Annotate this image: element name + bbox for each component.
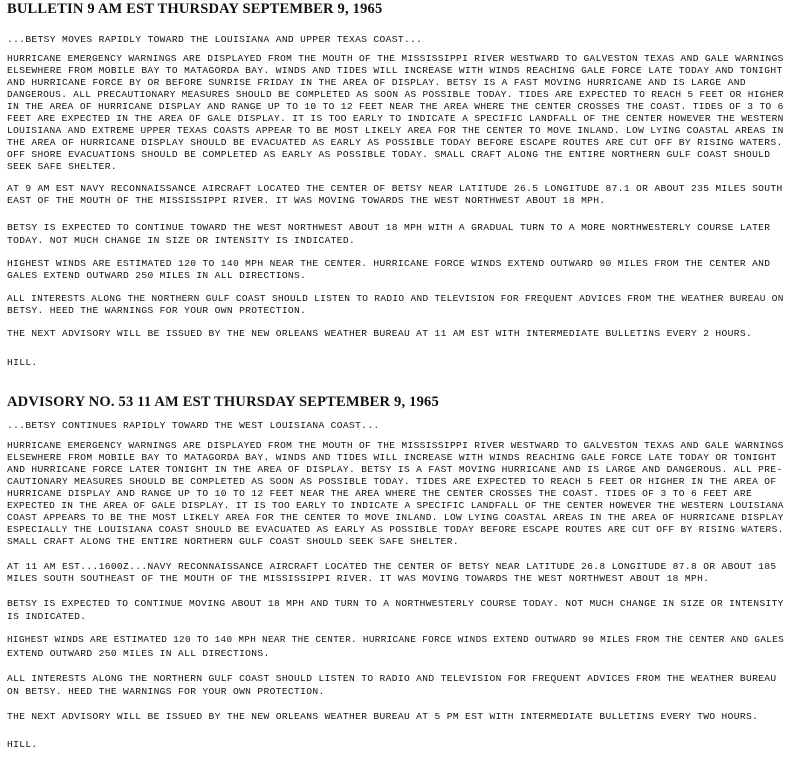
advisory-warning-line: COAST APPEARS TO BE THE MOST LIKELY AREA FOR THE CENTER TO MOVE INLAND. LOW LYING COASTAL AREAS IN THE AREA OF HURRICANE DISPLAY [7,512,784,523]
advisory-warning-line: SMALL CRAFT ALONG THE ENTIRE NORTHERN GULF COAST SHOULD SEEK SAFE SHELTER. [7,536,459,547]
advisory-warning-line: HURRICANE DISPLAY AND RANGE UP TO 10 TO 12 FEET NEAR THE AREA WHERE THE CENTER CROSSES THE COAST. TIDES OF 3 TO 6 FEET ARE [7,488,753,499]
advisory-winds-line: EXTEND OUTWARD 250 MILES IN ALL DIRECTIONS. [7,648,270,659]
advisory-forecast-line: BETSY IS EXPECTED TO CONTINUE MOVING ABOUT 18 MPH AND TURN TO A NORTHWESTERLY COURSE TODAY. NOT MUCH CHANGE IN SIZE OR INTENSITY [7,598,784,609]
advisory-warning-line: EXPECTED IN THE AREA OF GALE DISPLAY. IT IS TOO EARLY TO INDICATE A SPECIFIC LANDFALL OF THE CENTER HOWEVER THE WESTERN LOUISIANA [7,500,784,511]
bulletin-heading: BULLETIN 9 AM EST THURSDAY SEPTEMBER 9, 1965 [7,1,383,17]
advisory-forecast-line: IS INDICATED. [7,611,87,622]
advisory-warning-line: CAUTIONARY MEASURES SHOULD BE COMPLETED AS SOON AS POSSIBLE TODAY. TIDES ARE EXPECTED TO REACH 5 FEET OR HIGHER IN THE AREA OF [7,476,777,487]
advisory-winds-line: HIGHEST WINDS ARE ESTIMATED 120 TO 140 MPH NEAR THE CENTER. HURRICANE FORCE WINDS EXTEND OUTWARD 90 MILES FROM THE CENTER AND GALES [7,634,785,645]
bulletin-interests-line: BETSY. HEED THE WARNINGS FOR YOUR OWN PROTECTION. [7,305,307,316]
bulletin-next-advisory: THE NEXT ADVISORY WILL BE ISSUED BY THE NEW ORLEANS WEATHER BUREAU AT 11 AM EST WITH INTERMEDIATE BULLETINS EVERY 2 HOURS. [7,328,753,339]
bulletin-position-line: AT 9 AM EST NAVY RECONNAISSANCE AIRCRAFT LOCATED THE CENTER OF BETSY NEAR LATITUDE 26.5 LONGITUDE 87.1 OR ABOUT 235 MILES SOUTH [7,183,783,194]
bulletin-position-line: EAST OF THE MOUTH OF THE MISSISSIPPI RIVER. IT WAS MOVING TOWARDS THE WEST NORTHWEST ABOUT 18 MPH. [7,195,606,206]
bulletin-warning-line: IN THE AREA OF HURRICANE DISPLAY AND RANGE UP TO 10 TO 12 FEET NEAR THE AREA WHERE THE CENTER CROSSES THE COAST. TIDES OF 3 TO 6 [7,101,784,112]
advisory-next-advisory: THE NEXT ADVISORY WILL BE ISSUED BY THE NEW ORLEANS WEATHER BUREAU AT 5 PM EST WITH INTERMEDIATE BULLETINS EVERY TWO HOURS. [7,711,759,722]
bulletin-warning-line: THE AREA OF HURRICANE DISPLAY SHOULD BE EVACUATED AS EARLY AS POSSIBLE TODAY BEFORE ESCAPE ROUTES ARE CUT OFF BY RISING WATERS. [7,137,783,148]
advisory-summary: ...BETSY CONTINUES RAPIDLY TOWARD THE WEST LOUISIANA COAST... [7,420,380,431]
bulletin-interests-line: ALL INTERESTS ALONG THE NORTHERN GULF COAST SHOULD LISTEN TO RADIO AND TELEVISION FOR FREQUENT ADVICES FROM THE WEATHER BUREAU ON [7,293,784,304]
bulletin-forecast-line: TODAY. NOT MUCH CHANGE IN SIZE OR INTENSITY IS INDICATED. [7,235,356,246]
bulletin-summary: ...BETSY MOVES RAPIDLY TOWARD THE LOUISIANA AND UPPER TEXAS COAST... [7,34,423,45]
bulletin-winds-line: HIGHEST WINDS ARE ESTIMATED 120 TO 140 MPH NEAR THE CENTER. HURRICANE FORCE WINDS EXTEND OUTWARD 90 MILES FROM THE CENTER AND [7,258,771,269]
advisory-position-line: AT 11 AM EST...1600Z...NAVY RECONNAISSANCE AIRCRAFT LOCATED THE CENTER OF BETSY NEAR LATITUDE 26.8 LONGITUDE 87.8 OR ABOUT 185 [7,561,777,572]
bulletin-warning-line: ELSEWHERE FROM MOBILE BAY TO MATAGORDA BAY. WINDS AND TIDES WILL INCREASE WITH WINDS REACHING GALE FORCE LATE TODAY AND TONIGHT [7,65,783,76]
advisory-warning-line: HURRICANE EMERGENCY WARNINGS ARE DISPLAYED FROM THE MOUTH OF THE MISSISSIPPI RIVER WESTWARD TO GALVESTON TEXAS AND GALE WARNINGS [7,440,784,451]
advisory-interests-line: ON BETSY. HEED THE WARNINGS FOR YOUR OWN PROTECTION. [7,686,325,697]
advisory-heading: ADVISORY NO. 53 11 AM EST THURSDAY SEPTEMBER 9, 1965 [7,394,439,410]
bulletin-warning-line: OFF SHORE EVACUATIONS SHOULD BE COMPLETED AS EARLY AS POSSIBLE TODAY. SMALL CRAFT ALONG THE ENTIRE NORTHERN GULF COAST SHOULD [7,149,771,160]
bulletin-warning-line: SEEK SAFE SHELTER. [7,161,117,172]
bulletin-winds-line: GALES EXTEND OUTWARD 250 MILES IN ALL DIRECTIONS. [7,270,307,281]
bulletin-warning-line: DANGEROUS. ALL PRECAUTIONARY MEASURES SHOULD BE COMPLETED AS SOON AS POSSIBLE TODAY. TIDES ARE EXPECTED TO REACH 5 FEET OR HIGHER [7,89,784,100]
bulletin-warning-line: AND HURRICANE FORCE BY OR BEFORE SUNRISE FRIDAY IN THE AREA OF DISPLAY. BETSY IS A FAST MOVING HURRICANE AND IS LARGE AND [7,77,746,88]
advisory-warning-line: AND HURRICANE FORCE LATER TONIGHT IN THE AREA OF DISPLAY. BETSY IS A FAST MOVING HURRICANE AND IS LARGE AND DANGEROUS. ALL PRE- [7,464,783,475]
advisory-signature: HILL. [7,739,38,750]
bulletin-signature: HILL. [7,357,38,368]
bulletin-warning-line: LOUISIANA AND EXTREME UPPER TEXAS COASTS APPEAR TO BE MOST LIKELY AREA FOR THE CENTER TO MOVE INLAND. LOW LYING COASTAL AREAS IN [7,125,784,136]
advisory-position-line: MILES SOUTH SOUTHEAST OF THE MOUTH OF THE MISSISSIPPI RIVER. IT WAS MOVING TOWARDS THE WEST NORTHWEST ABOUT 18 MPH. [7,573,710,584]
bulletin-warning-line: FEET ARE EXPECTED IN THE AREA OF GALE DISPLAY. IT IS TOO EARLY TO INDICATE A SPECIFIC LANDFALL OF THE CENTER HOWEVER THE WESTERN [7,113,784,124]
bulletin-forecast-line: BETSY IS EXPECTED TO CONTINUE TOWARD THE WEST NORTHWEST ABOUT 18 MPH WITH A GRADUAL TURN TO A MORE NORTHWESTERLY COURSE LATER [7,222,771,233]
bulletin-warning-line: HURRICANE EMERGENCY WARNINGS ARE DISPLAYED FROM THE MOUTH OF THE MISSISSIPPI RIVER WESTWARD TO GALVESTON TEXAS AND GALE WARNINGS [7,53,784,64]
advisory-warning-line: ELSEWHERE FROM MOBILE BAY TO MATAGORDA BAY. WINDS AND TIDES WILL INCREASE WITH WINDS REACHING GALE FORCE LATE TODAY OR TONIGHT [7,452,777,463]
advisory-interests-line: ALL INTERESTS ALONG THE NORTHERN GULF COAST SHOULD LISTEN TO RADIO AND TELEVISION FOR FREQUENT ADVICES FROM THE WEATHER BUREAU [7,673,777,684]
advisory-warning-line: ESPECIALLY THE LOUISIANA COAST SHOULD BE EVACUATED AS EARLY AS POSSIBLE TODAY BEFORE ESCAPE ROUTES ARE CUT OFF BY RISING WATERS. [7,524,784,535]
